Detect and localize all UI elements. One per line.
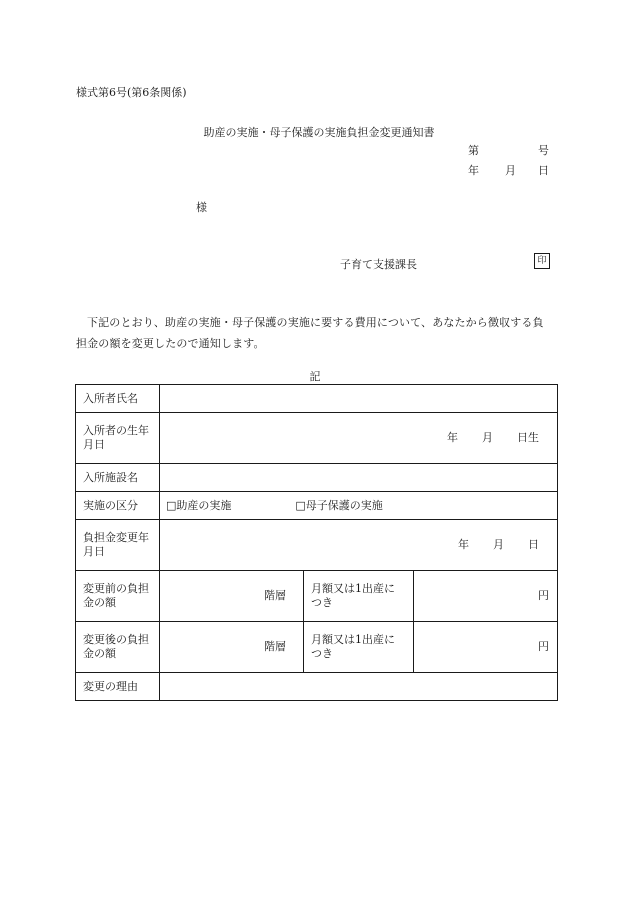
table-row <box>76 464 558 492</box>
after-monthly: 月額又は1出産につき <box>304 622 414 673</box>
change-year: 年 <box>458 538 470 551</box>
after-tier[interactable] <box>160 622 304 673</box>
change-month: 月 <box>493 538 505 551</box>
facility-field[interactable] <box>160 464 558 492</box>
birth-field[interactable] <box>160 413 558 464</box>
change-date-field[interactable] <box>160 520 558 571</box>
after-yen: 円 <box>538 640 550 653</box>
checkbox-josan[interactable]: □助産の実施 <box>166 498 232 512</box>
table-row <box>76 571 558 622</box>
reason-field[interactable] <box>160 673 558 701</box>
before-yen: 円 <box>538 589 550 602</box>
before-amount[interactable] <box>414 571 558 622</box>
after-amount[interactable] <box>414 622 558 673</box>
before-tier[interactable] <box>160 571 304 622</box>
facility-label: 入所施設名 <box>76 464 160 492</box>
birth-day: 日生 <box>517 431 540 444</box>
notice-table <box>75 384 558 701</box>
table-row <box>76 622 558 673</box>
ki-heading: 記 <box>309 370 321 383</box>
category-label: 実施の区分 <box>76 492 160 520</box>
category-field <box>160 492 558 520</box>
number-go: 号 <box>538 144 549 157</box>
table-row <box>76 385 558 413</box>
issuer: 子育て支援課長 <box>340 258 417 271</box>
before-tier-label: 階層 <box>264 589 286 602</box>
checkbox-boshi[interactable]: □母子保護の実施 <box>295 498 383 512</box>
before-label: 変更前の負担金の額 <box>76 571 160 622</box>
addressee-suffix: 様 <box>196 201 207 214</box>
before-monthly: 月額又は1出産につき <box>304 571 414 622</box>
birth-month: 月 <box>482 431 494 444</box>
change-date-label: 負担金変更年月日 <box>76 520 160 571</box>
change-day: 日 <box>528 538 540 551</box>
table-row <box>76 520 558 571</box>
reason-label: 変更の理由 <box>76 673 160 701</box>
body-text: 下記のとおり、助産の実施・母子保護の実施に要する費用について、あなたから徴収する負担金の額を変更したので通知します。 <box>76 316 544 350</box>
date-day: 日 <box>538 164 549 177</box>
table-row <box>76 492 558 520</box>
table-row <box>76 673 558 701</box>
table-row <box>76 413 558 464</box>
after-label: 変更後の負担金の額 <box>76 622 160 673</box>
number-dai: 第 <box>468 144 479 157</box>
name-field[interactable] <box>160 385 558 413</box>
birth-year: 年 <box>447 431 459 444</box>
name-label: 入所者氏名 <box>76 385 160 413</box>
date-month: 月 <box>505 164 516 177</box>
birth-label: 入所者の生年月日 <box>76 413 160 464</box>
document-title: 助産の実施・母子保護の実施負担金変更通知書 <box>203 126 435 139</box>
after-tier-label: 階層 <box>264 640 286 653</box>
form-code: 様式第6号(第6条関係) <box>76 86 187 99</box>
date-year: 年 <box>468 164 479 177</box>
seal-mark: 印 <box>534 253 550 269</box>
